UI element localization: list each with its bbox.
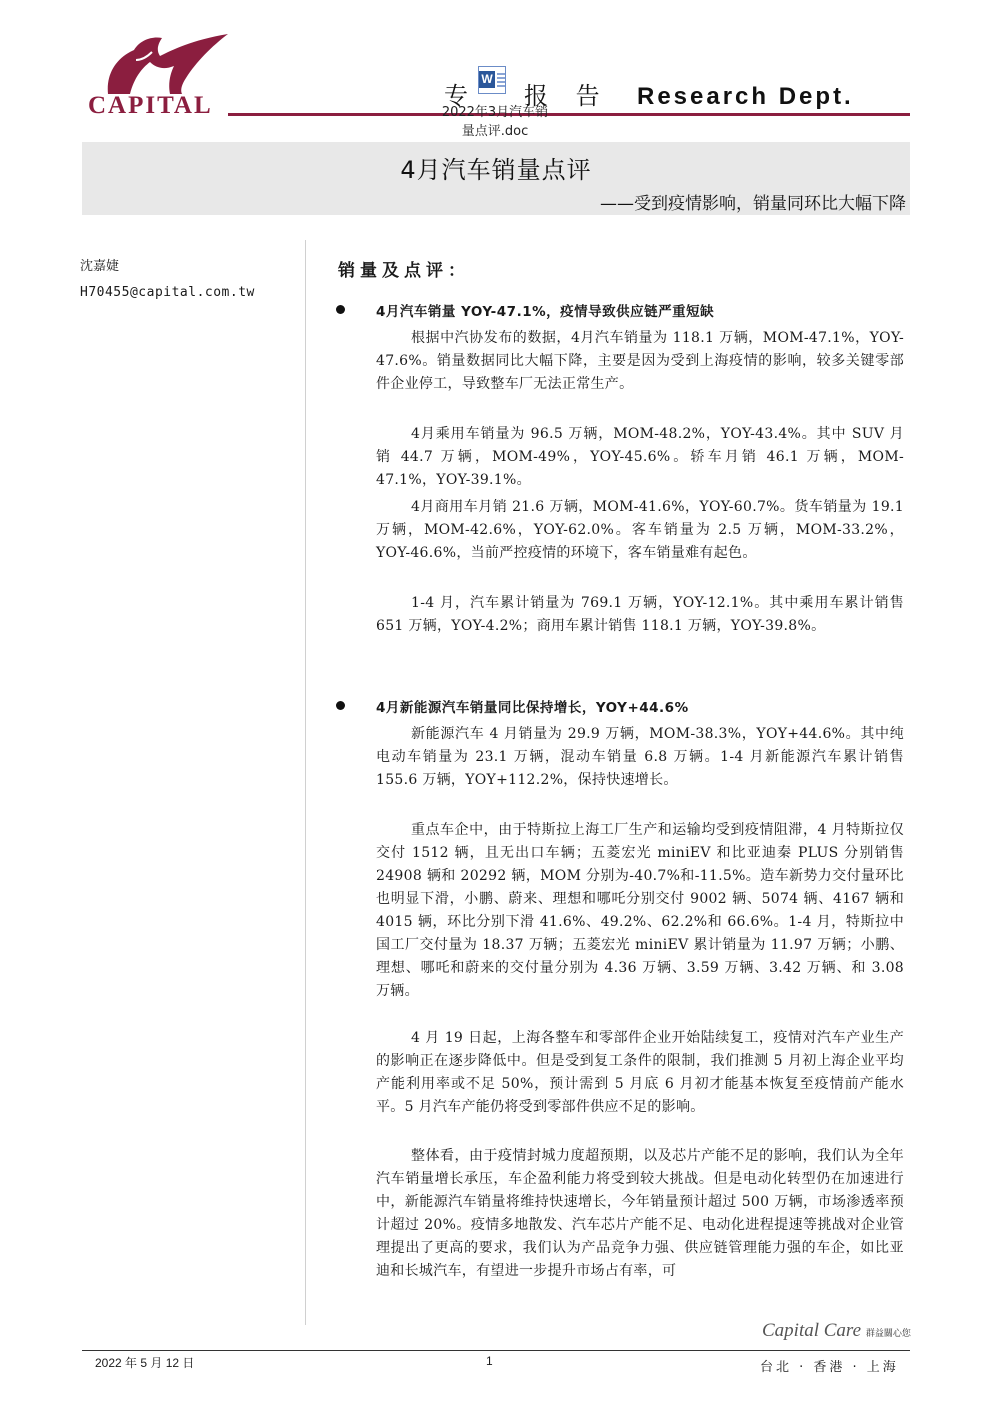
report-title: 4月汽车销量点评: [400, 156, 592, 184]
column-divider: [305, 240, 306, 1325]
header-title-en: Research Dept.: [636, 83, 854, 110]
header-title-zh-2: 报 告: [524, 82, 610, 110]
capital-care-logo: [762, 1320, 911, 1342]
care-logo-text: Capital Care: [762, 1320, 862, 1341]
footer-cities: 台北 · 香港 · 上海: [760, 1360, 899, 1375]
bullet-dot: [336, 305, 345, 314]
author-email[interactable]: H70455@capital.com.tw: [80, 285, 255, 300]
paragraph: 4 月 19 日起，上海各整车和零部件企业开始陆续复工，疫情对汽车产业生产的影响正在逐步降低中。但是受到复工条件的限制，我们推测 5 月初上海企业平均产能利用率或不足 50%，预计需到 5 月底 6 月初才能基本恢复至疫情前产能水平。5 月汽车产能仍将受到零部件供应不足的影响。: [376, 1030, 904, 1115]
bullet-dot: [336, 701, 345, 710]
paragraph: 1-4 月，汽车累计销量为 769.1 万辆，YOY-12.1%。其中乘用车累计销售 651 万辆，YOY-4.2%；商用车累计销售 118.1 万辆，YOY-39.8%。: [376, 595, 904, 634]
doc-name-line1: 2022年3月汽车销: [441, 105, 549, 120]
footer-date: 2022 年 5 月 12 日: [95, 1356, 195, 1370]
paragraph: 整体看，由于疫情封城力度超预期，以及芯片产能不足的影响，我们认为全年汽车销量增长承压，车企盈利能力将受到较大挑战。但是电动化转型仍在加速进行中，新能源汽车销量将维持快速增长，今年销量预计超过 500 万辆，市场渗透率预计超过 20%。疫情多地散发、汽车芯片产能不足、电动化进程提速等挑战对企业管理提出了更高的要求，我们认为产品竞争力强、供应链管理能力强的车企，如比亚迪和长城汽车，有望进一步提升市场占有率，可: [376, 1148, 904, 1279]
bullet-title-sales: 4月汽车销量 YOY-47.1%，疫情导致供应链严重短缺: [376, 304, 715, 320]
header-title-zh-1: 专: [444, 82, 478, 110]
paragraph: 重点车企中，由于特斯拉上海工厂生产和运输均受到疫情阻滞，4 月特斯拉仅交付 1512 辆，且无出口车辆；五菱宏光 miniEV 和比亚迪秦 PLUS 分别销售 24908 辆和 20292 辆，MOM 分别为-40.7%和-11.5%。造车新势力交付量环比也明显下滑，小鹏、蔚来、理想和哪吒分别交付 9002 辆、5074 辆、4167 辆和 4015 辆，环比分别下滑 41.6%、49.2%、62.2%和 66.6%。1-4 月，特斯拉中国工厂交付量为 18.37 万辆；五菱宏光 miniEV 累计销量为 11.97 万辆；小鹏、理想、哪吒和蔚来的交付量分别为 4.36 万辆、3.59 万辆、3.42 万辆、和 3.08 万辆。: [376, 822, 904, 999]
embedded-document-name[interactable]: [420, 103, 570, 141]
footer-rule: [82, 1350, 910, 1351]
page-number: 1: [486, 1354, 493, 1368]
paragraph: 新能源汽车 4 月销量为 29.9 万辆，MOM-38.3%，YOY+44.6%。其中纯电动车销量为 23.1 万辆，混动车销量 6.8 万辆。1-4 月新能源汽车累计销售 155.6 万辆，YOY+112.2%，保持快速增长。: [376, 726, 904, 788]
section-heading: 销量及点评：: [338, 261, 470, 281]
document-lines: [497, 73, 505, 87]
doc-name-line2: 量点评.doc: [461, 124, 529, 139]
report-subtitle: ——受到疫情影响，销量同环比大幅下降: [600, 194, 906, 214]
bullet-title-nev: 4月新能源汽车销量同比保持增长，YOY+44.6%: [376, 700, 689, 716]
author-name: 沈嘉婕: [80, 259, 120, 274]
paragraph: 4月商用车月销 21.6 万辆，MOM-41.6%，YOY-60.7%。货车销量为 19.1 万辆，MOM-42.6%，YOY-62.0%。客车销量为 2.5 万辆，MOM-33.2%，YOY-46.6%，当前严控疫情的环境下，客车销量难有起色。: [376, 499, 904, 561]
care-logo-small: 群益關心您: [865, 1329, 911, 1339]
paragraph: 4月乘用车销量为 96.5 万辆，MOM-48.2%，YOY-43.4%。其中 SUV 月销 44.7 万辆，MOM-49%，YOY-45.6%。轿车月销 46.1 万辆，MOM-47.1%，YOY-39.1%。: [376, 426, 904, 488]
capital-eagle-logo: [100, 30, 235, 96]
word-w-glyph: W: [479, 71, 495, 88]
word-document-icon[interactable]: [478, 66, 506, 94]
capital-logo-text: CAPITAL: [88, 92, 213, 119]
paragraph: 根据中汽协发布的数据，4月汽车销量为 118.1 万辆，MOM-47.1%，YOY-47.6%。销量数据同比大幅下降，主要是因为受到上海疫情的影响，较多关键零部件企业停工，导致整车厂无法正常生产。: [376, 330, 904, 392]
